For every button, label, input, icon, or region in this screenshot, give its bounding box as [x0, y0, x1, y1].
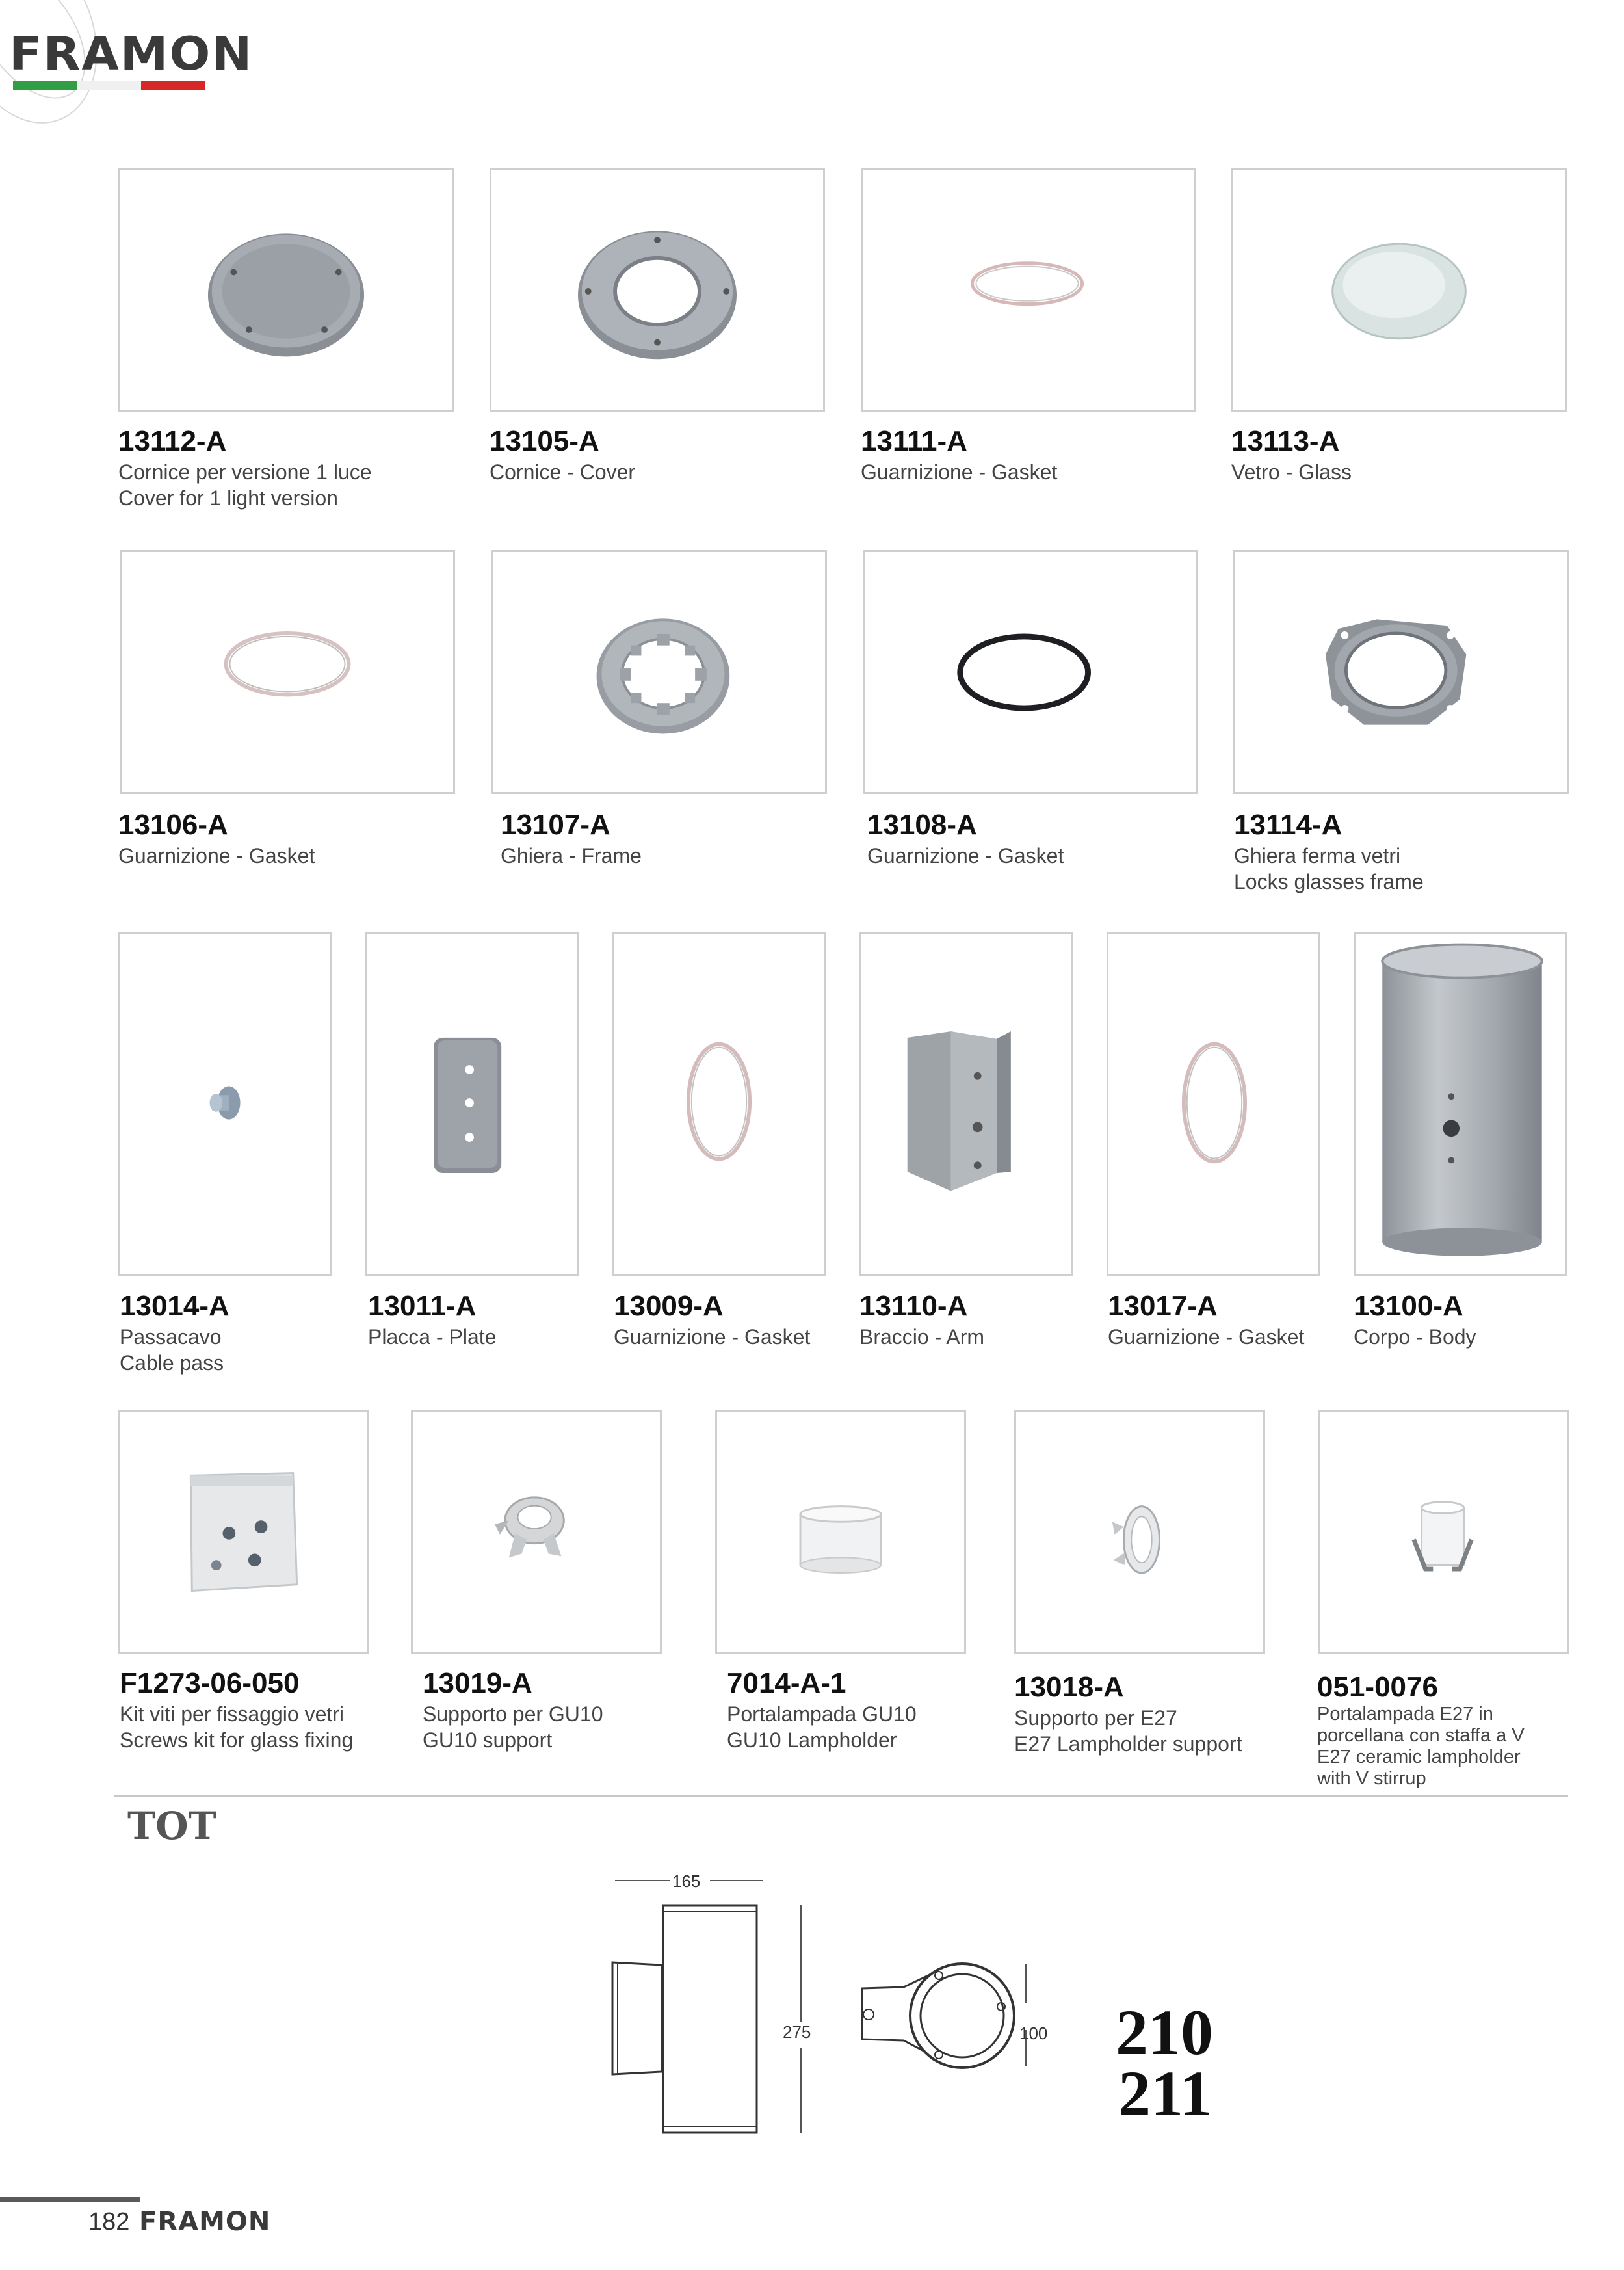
product-image-F1273-06-050: [118, 1410, 369, 1654]
flag-stripe: [13, 81, 205, 90]
dimension-height: 275: [783, 2022, 811, 2042]
product-desc: GU10 support: [423, 1728, 553, 1752]
product-desc: Braccio - Arm: [859, 1325, 985, 1349]
product-desc: Cable pass: [120, 1351, 224, 1375]
product-image-7014-A-1: [715, 1410, 966, 1654]
glass-disc-icon: [1233, 170, 1565, 410]
product-desc: Vetro - Glass: [1231, 460, 1352, 484]
thin-gasket-icon: [863, 170, 1194, 410]
product-code: 13111-A: [861, 425, 967, 457]
product-code: 13110-A: [859, 1290, 968, 1322]
product-desc: Guarnizione - Gasket: [867, 844, 1064, 867]
product-desc: porcellana con staffa a V: [1317, 1725, 1525, 1746]
product-desc: Kit viti per fissaggio vetri: [120, 1702, 345, 1726]
plate-icon: [367, 934, 577, 1274]
product-desc: Corpo - Body: [1354, 1325, 1476, 1349]
product-code: 13114-A: [1234, 809, 1342, 841]
product-desc: Guarnizione - Gasket: [1108, 1325, 1305, 1349]
product-desc: Supporto per GU10: [423, 1702, 603, 1726]
gu10-lampholder-icon: [717, 1412, 964, 1652]
product-desc: E27 ceramic lampholder: [1317, 1747, 1521, 1767]
product-image-13114-A: [1233, 550, 1569, 794]
product-image-13100-A: [1354, 932, 1567, 1276]
product-image-13111-A: [861, 168, 1196, 412]
footer-bar: [0, 2197, 140, 2202]
product-image-13110-A: [859, 932, 1073, 1276]
ring-cover-icon: [491, 170, 823, 410]
product-desc: Cover for 1 light version: [118, 486, 338, 510]
product-desc: Screws kit for glass fixing: [120, 1728, 354, 1752]
product-desc: Locks glasses frame: [1234, 870, 1424, 893]
product-desc: Portalampada GU10: [727, 1702, 917, 1726]
product-code: 13017-A: [1108, 1290, 1218, 1322]
product-code: 13108-A: [867, 809, 977, 841]
screw-bag-icon: [120, 1412, 367, 1652]
footer-brand: FRAMON: [139, 2207, 271, 2237]
gasket-ring-icon: [122, 552, 453, 792]
product-image-13106-A: [120, 550, 455, 794]
product-code: 13009-A: [614, 1290, 724, 1322]
product-image-051-0076: [1318, 1410, 1569, 1654]
e27-support-icon: [1016, 1412, 1263, 1652]
e27-ceramic-lampholder-icon: [1320, 1412, 1567, 1652]
product-desc: Guarnizione - Gasket: [118, 844, 315, 867]
product-image-13108-A: [863, 550, 1198, 794]
brand-name: FRAMON: [9, 27, 254, 81]
product-image-13105-A: [490, 168, 825, 412]
product-desc: Supporto per E27: [1014, 1706, 1177, 1730]
product-image-13018-A: [1014, 1410, 1265, 1654]
product-code: 13019-A: [423, 1667, 532, 1699]
product-desc: Placca - Plate: [368, 1325, 497, 1349]
product-desc: Cornice - Cover: [490, 460, 636, 484]
product-desc: Passacavo: [120, 1325, 222, 1349]
arm-bracket-icon: [861, 934, 1071, 1274]
product-code: 13105-A: [490, 425, 599, 457]
product-desc: Ghiera ferma vetri: [1234, 844, 1401, 867]
black-gasket-icon: [865, 552, 1196, 792]
product-desc: E27 Lampholder support: [1014, 1732, 1242, 1756]
product-image-13112-A: [118, 168, 454, 412]
section-divider: [114, 1795, 1568, 1797]
product-desc: Guarnizione - Gasket: [614, 1325, 811, 1349]
oval-gasket-icon: [614, 934, 824, 1274]
product-code: 13014-A: [120, 1290, 229, 1322]
product-desc: GU10 Lampholder: [727, 1728, 897, 1752]
product-desc: Guarnizione - Gasket: [861, 460, 1058, 484]
model-number: 210: [1116, 1996, 1213, 2068]
brand-logo: [0, 0, 254, 130]
product-code: F1273-06-050: [120, 1667, 300, 1699]
model-number: 211: [1118, 2057, 1212, 2130]
product-image-13017-A: [1107, 932, 1320, 1276]
dimension-width: 165: [672, 1871, 701, 1891]
product-code: 13011-A: [368, 1290, 477, 1322]
gu10-support-icon: [413, 1412, 660, 1652]
page-number: 182: [88, 2208, 130, 2236]
product-image-13011-A: [365, 932, 579, 1276]
product-code: 13018-A: [1014, 1671, 1124, 1703]
cable-gland-icon: [120, 934, 330, 1274]
product-image-13009-A: [612, 932, 826, 1276]
product-desc: Ghiera - Frame: [501, 844, 642, 867]
locking-frame-icon: [1235, 552, 1567, 792]
technical-drawing: [585, 1860, 1170, 2146]
product-code: 13113-A: [1231, 425, 1340, 457]
product-desc: Portalampada E27 in: [1317, 1704, 1493, 1724]
product-image-13014-A: [118, 932, 332, 1276]
oval-gasket-icon: [1108, 934, 1318, 1274]
product-image-13113-A: [1231, 168, 1567, 412]
product-code: 13106-A: [118, 809, 228, 841]
product-image-13019-A: [411, 1410, 662, 1654]
product-desc: with V stirrup: [1317, 1768, 1426, 1789]
dimension-diameter: 100: [1019, 2024, 1048, 2043]
product-code: 13100-A: [1354, 1290, 1463, 1322]
frame-ring-icon: [493, 552, 825, 792]
section-title: TOT: [127, 1804, 216, 1848]
product-code: 13112-A: [118, 425, 227, 457]
cover-plate-icon: [120, 170, 452, 410]
product-desc: Cornice per versione 1 luce: [118, 460, 372, 484]
cylinder-body-icon: [1356, 934, 1565, 1274]
product-code: 13107-A: [501, 809, 610, 841]
product-image-13107-A: [491, 550, 827, 794]
product-code: 7014-A-1: [727, 1667, 846, 1699]
product-code: 051-0076: [1317, 1671, 1438, 1703]
